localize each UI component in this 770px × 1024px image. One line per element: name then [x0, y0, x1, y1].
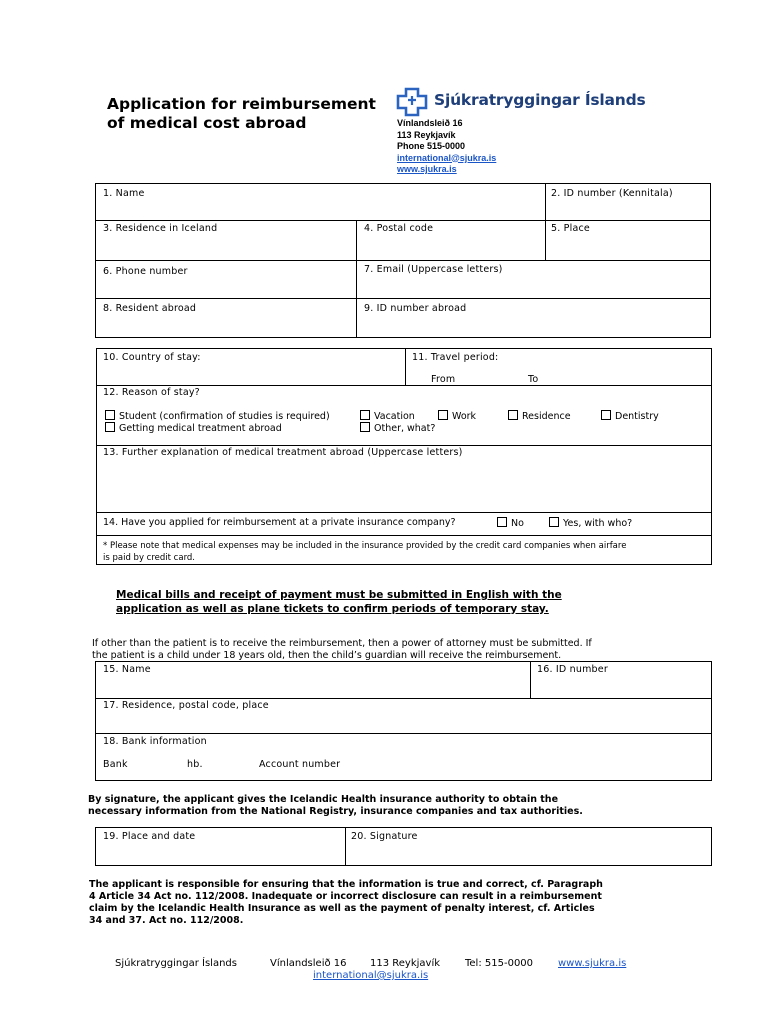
- stay-info-table: [96, 348, 712, 565]
- medical-treatment-option[interactable]: Getting medical treatment abroad: [105, 422, 282, 434]
- footer-website-link[interactable]: www.sjukra.is: [558, 958, 627, 969]
- power-of-attorney-notice: If other than the patient is to receive the reimbursement, then a power of attorney must be submitted. If the patient is a child under 18 years old, then the child’s guardian will receive the reimbursement.: [92, 638, 592, 661]
- footer-street: Vínlandsleið 16: [270, 958, 347, 969]
- dentistry-checkbox[interactable]: [601, 410, 611, 420]
- residence-field[interactable]: 3. Residence in Iceland: [103, 223, 218, 234]
- phone-field[interactable]: 6. Phone number: [103, 266, 188, 277]
- travel-to-field[interactable]: To: [528, 374, 539, 385]
- resident-abroad-field[interactable]: 8. Resident abroad: [103, 303, 197, 314]
- org-address: [397, 118, 496, 176]
- country-of-stay-field[interactable]: 10. Country of stay:: [103, 352, 201, 363]
- id-number-field[interactable]: 2. ID number (Kennitala): [551, 188, 673, 199]
- dentistry-option[interactable]: Dentistry: [601, 410, 659, 422]
- account-number-field[interactable]: Account number: [259, 759, 341, 770]
- english-documents-notice: Medical bills and receipt of payment must be submitted in English with the application as well as plane tickets to confirm periods of temporary stay.: [116, 589, 562, 615]
- personal-info-table: [95, 183, 711, 338]
- email-field[interactable]: 7. Email (Uppercase letters): [364, 264, 503, 275]
- payee-name-field[interactable]: 15. Name: [103, 664, 151, 675]
- credit-card-note: * Please note that medical expenses may be included in the insurance provided by the credit card companies when airfare is paid by credit card.: [103, 541, 627, 563]
- footer-email-link[interactable]: international@sjukra.is: [313, 970, 429, 981]
- footer-tel: Tel: 515-0000: [465, 958, 534, 969]
- signature-field[interactable]: 20. Signature: [351, 831, 418, 842]
- travel-period-label: 11. Travel period:: [412, 352, 499, 363]
- bank-field[interactable]: Bank: [103, 759, 128, 770]
- address-website-link[interactable]: www.sjukra.is: [397, 164, 457, 174]
- vacation-option[interactable]: Vacation: [360, 410, 415, 422]
- insurance-question: 14. Have you applied for reimbursement at a private insurance company?: [103, 517, 456, 528]
- payee-table: [95, 661, 712, 781]
- name-field[interactable]: 1. Name: [103, 188, 145, 199]
- work-checkbox[interactable]: [438, 410, 448, 420]
- id-abroad-field[interactable]: 9. ID number abroad: [364, 303, 467, 314]
- address-city: 113 Reykjavík: [397, 129, 456, 140]
- vacation-checkbox[interactable]: [360, 410, 370, 420]
- address-email-link[interactable]: international@sjukra.is: [397, 152, 497, 163]
- footer-org: Sjúkratryggingar Íslands: [115, 958, 237, 969]
- bank-information-label: 18. Bank information: [103, 736, 207, 747]
- signature-table: [95, 827, 712, 866]
- residence-option[interactable]: Residence: [508, 410, 571, 422]
- other-checkbox[interactable]: [360, 422, 370, 432]
- insurance-yes-option[interactable]: Yes, with who?: [549, 517, 632, 529]
- place-field[interactable]: 5. Place: [551, 223, 590, 234]
- page-title: [107, 95, 376, 133]
- payee-residence-field[interactable]: 17. Residence, postal code, place: [103, 700, 269, 711]
- insurance-no-checkbox[interactable]: [497, 517, 507, 527]
- travel-from-field[interactable]: From: [431, 374, 456, 385]
- student-option[interactable]: Student (confirmation of studies is required): [105, 410, 330, 422]
- student-checkbox[interactable]: [105, 410, 115, 420]
- other-option[interactable]: Other, what?: [360, 422, 435, 434]
- address-street: Vínlandsleið 16: [397, 118, 463, 128]
- further-explanation-field[interactable]: 13. Further explanation of medical treatment abroad (Uppercase letters): [103, 447, 463, 458]
- title-line-2: of medical cost abroad: [107, 114, 307, 132]
- insurance-yes-checkbox[interactable]: [549, 517, 559, 527]
- org-name: Sjúkratryggingar Íslands: [434, 91, 646, 109]
- insurance-no-option[interactable]: No: [497, 517, 524, 529]
- footer-city: 113 Reykjavík: [370, 958, 441, 969]
- reason-label: 12. Reason of stay?: [103, 387, 200, 398]
- place-date-field[interactable]: 19. Place and date: [103, 831, 196, 842]
- hb-field[interactable]: hb.: [187, 759, 203, 770]
- medical-treatment-checkbox[interactable]: [105, 422, 115, 432]
- responsibility-notice: The applicant is responsible for ensuring that the information is true and correct, cf. Paragraph 4 Article 34 Act no. 112/2008. Inadequate or incorrect disclosure can result in a reimbursement claim by the Icelandic Health Insurance as well as the payment of penalty interest, cf. Articles 34 and 37. Act no. 112/2008.: [89, 879, 603, 926]
- signature-consent-notice: By signature, the applicant gives the Icelandic Health insurance authority to obtain the necessary information from the National Registry, insurance companies and tax authorities.: [88, 794, 583, 817]
- work-option[interactable]: Work: [438, 410, 476, 422]
- address-phone: Phone 515-0000: [397, 141, 466, 151]
- payee-id-field[interactable]: 16. ID number: [537, 664, 608, 675]
- sjukra-logo-icon: [396, 87, 430, 117]
- residence-checkbox[interactable]: [508, 410, 518, 420]
- title-line-1: Application for reimbursement: [107, 95, 376, 113]
- postal-code-field[interactable]: 4. Postal code: [364, 223, 434, 234]
